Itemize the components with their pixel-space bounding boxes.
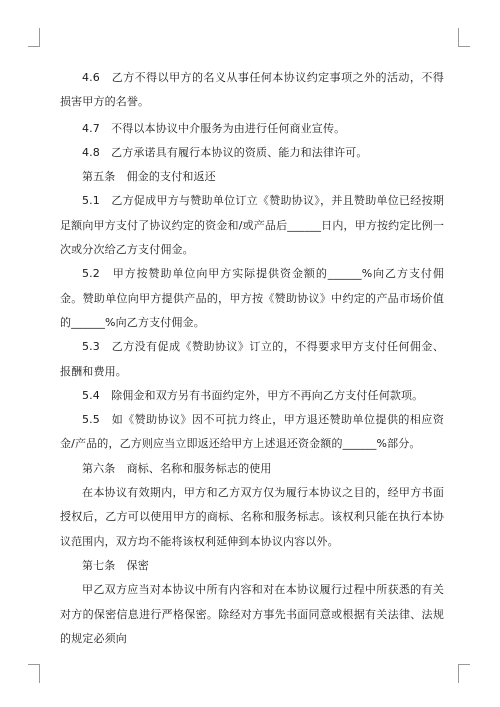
- article-6-heading: 第六条 商标、名称和服务标志的使用: [82, 461, 272, 475]
- crop-mark-top-right: [458, 28, 470, 47]
- clause-5-4: 5.4 除佣金和双方另有书面约定外，甲方不再向乙方支付任何款项。: [82, 388, 424, 402]
- clause-4-7: 4.7 不得以本协议中介服务为由进行任何商业宣传。: [82, 121, 346, 135]
- clause-5-3: 5.3 乙方没有促成《赞助协议》订立的，不得要求甲方支付任何佣金、报酬和费用。: [60, 340, 444, 378]
- crop-mark-top-left: [28, 28, 40, 47]
- clause-5-1: 5.1 乙方促成甲方与赞助单位订立《赞助协议》，并且赞助单位已经按期足额向甲方支付了协议约定的资金和/或产品后______日内，甲方按约定比例一次或分次给乙方支付佣金。: [60, 194, 444, 257]
- article-5-heading: 第五条 佣金的支付和返还: [82, 170, 216, 184]
- clause-5-2: 5.2 甲方按赞助单位向甲方实际提供资金额的______%向乙方支付佣金。赞助单位向甲方提供产品的，甲方按《赞助协议》中约定的产品市场价值的______%向乙方支付佣金。: [60, 267, 444, 329]
- article-7-body: 甲乙双方应当对本协议中所有内容和对在本协议履行过程中所获悉的有关对方的保密信息进行严格保密。除经对方事先书面同意或根据有关法律、法规的规定必须向: [60, 583, 444, 645]
- document-body: [60, 66, 444, 651]
- crop-mark-bottom-right: [458, 664, 470, 683]
- article-6-body: 在本协议有效期内，甲方和乙方双方仅为履行本协议之目的，经甲方书面授权后，乙方可以使用甲方的商标、名称和服务标志。该权利只能在执行本协议范围内，双方均不能将该权利延伸到本协议内容以外。: [60, 486, 444, 548]
- clause-5-5: 5.5 如《赞助协议》因不可抗力终止，甲方退还赞助单位提供的相应资金/产品的，乙方则应当立即返还给甲方上述退还资金额的______%部分。: [60, 413, 444, 451]
- crop-mark-bottom-left: [28, 664, 40, 683]
- article-7-heading: 第七条 保密: [82, 558, 149, 572]
- clause-4-8: 4.8 乙方承诺具有履行本协议的资质、能力和法律许可。: [82, 145, 368, 159]
- clause-4-6: 4.6 乙方不得以甲方的名义从事任何本协议约定事项之外的活动，不得损害甲方的名誉。: [60, 71, 444, 109]
